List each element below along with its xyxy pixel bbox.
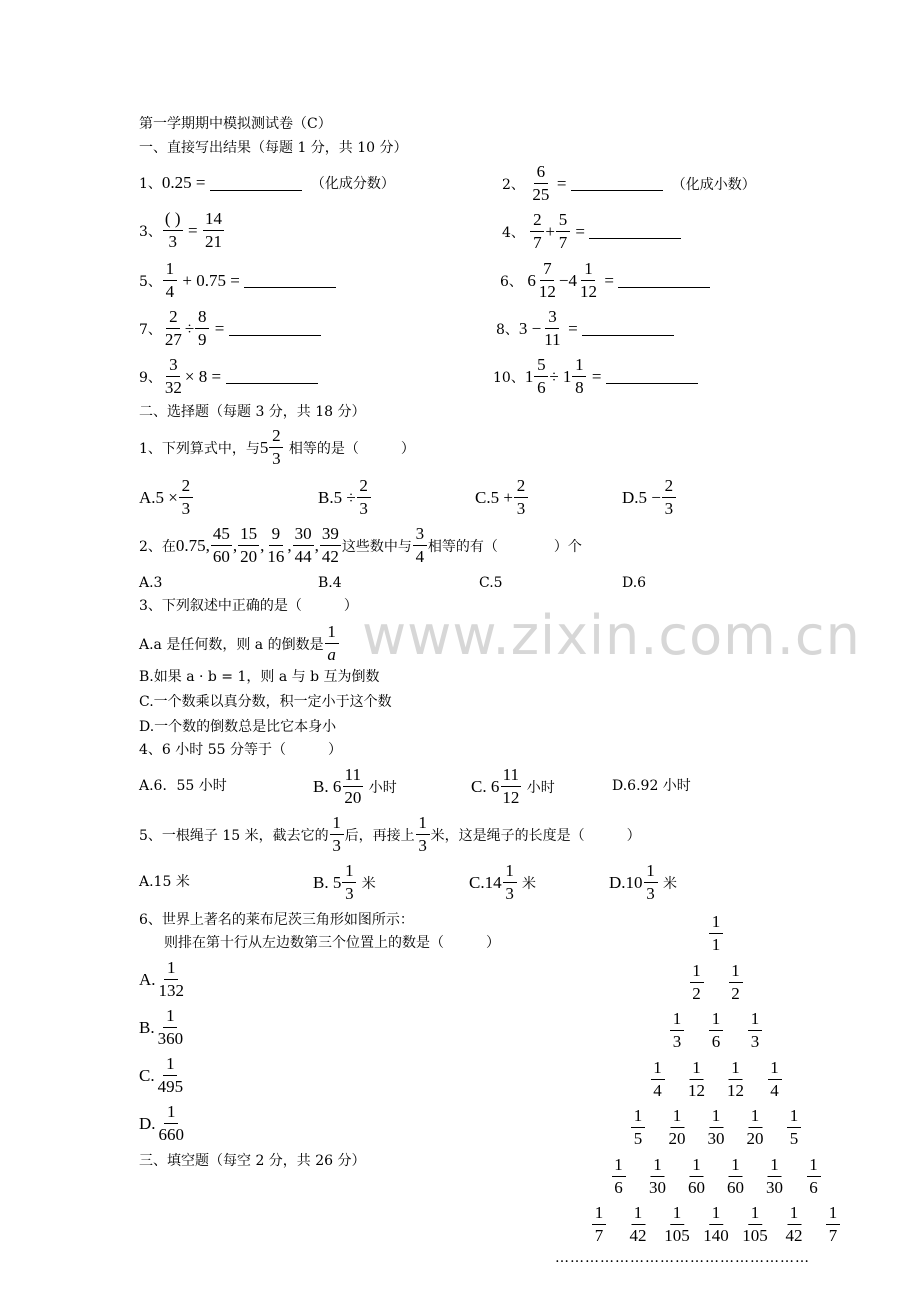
triangle-entry: $\frac{1}{4}$	[768, 1058, 782, 1101]
answer-blank[interactable]	[226, 369, 318, 384]
s2-q6-stem: 6、世界上著名的莱布尼茨三角形如图所示：	[139, 912, 414, 928]
s2-q5-stem: 5、一根绳子 15 米，截去它的 $\frac{1}{3}$ 后，再接上 $\frac{1}{3}$ 米，这是绳子的长度是（ ）	[139, 813, 641, 855]
s1-q4: 4、 $\frac{2}{7}$ + $\frac{5}{7}$ =	[502, 210, 681, 253]
s2-q1-option-b[interactable]: B.5 ÷ $\frac{2}{3}$	[318, 476, 372, 519]
triangle-entry: $\frac{1}{30}$	[766, 1154, 783, 1197]
s1-q9: 9、 $\frac{3}{32}$ × 8 =	[139, 355, 318, 398]
section3-heading: 三、填空题（每空 2 分，共 26 分）	[139, 1153, 366, 1169]
s2-q1-option-a[interactable]: A.5 × $\frac{2}{3}$	[139, 476, 194, 519]
triangle-entry: $\frac{1}{140}$	[703, 1203, 729, 1245]
triangle-entry: $\frac{1}{6}$	[807, 1155, 821, 1198]
s2-q6-option-b[interactable]: B. $\frac{1}{360}$	[139, 1006, 184, 1048]
s2-q6-option-c[interactable]: C. $\frac{1}{495}$	[139, 1054, 184, 1096]
s1-q8: 8、 3 − $\frac{3}{11}$ =	[496, 307, 674, 350]
triangle-entry: $\frac{1}{42}$	[629, 1203, 647, 1245]
triangle-entry: $\frac{1}{60}$	[727, 1154, 744, 1197]
triangle-entry: $\frac{1}{12}$	[727, 1057, 744, 1100]
triangle-entry: $\frac{1}{6}$	[612, 1155, 626, 1198]
s1-q6: 6、 6 $\frac{7}{12}$ − 4 $\frac{1}{12}$ =	[500, 259, 710, 302]
answer-blank[interactable]	[618, 273, 710, 288]
s1-q7: 7、 $\frac{2}{27}$ ÷ $\frac{8}{9}$ =	[139, 307, 321, 350]
s2-q3-stem: 3、下列叙述中正确的是（ ）	[139, 598, 358, 614]
triangle-entry: $\frac{1}{5}$	[631, 1106, 645, 1149]
s2-q5-option-d[interactable]: D.10 $\frac{1}{3}$ 米	[609, 861, 677, 903]
triangle-entry: $\frac{1}{6}$	[709, 1009, 723, 1052]
triangle-entry: $\frac{1}{60}$	[688, 1154, 705, 1197]
exam-title: 第一学期期中模拟测试卷（C）	[139, 116, 332, 132]
s1-q2: 2、 $\frac{6}{25}$ = （化成小数）	[502, 162, 756, 204]
s2-q4-option-a[interactable]: A.6．55 小时	[139, 778, 227, 794]
triangle-entry: $\frac{1}{1}$	[709, 912, 723, 955]
s2-q4-option-c[interactable]: C. 6 $\frac{11}{12}$ 小时	[471, 765, 555, 807]
triangle-entry: $\frac{1}{30}$	[649, 1154, 666, 1197]
s2-q1-option-d[interactable]: D.5 − $\frac{2}{3}$	[622, 476, 677, 519]
s2-q2-option-c[interactable]: C.5	[479, 575, 503, 591]
s2-q4-stem: 4、6 小时 55 分等于（ ）	[139, 742, 342, 758]
s1-q1: 1、 0.25 = （化成分数）	[139, 173, 395, 192]
answer-blank[interactable]	[582, 321, 674, 336]
section2-heading: 二、选择题（每题 3 分，共 18 分）	[139, 404, 366, 420]
triangle-entry: $\frac{1}{4}$	[651, 1058, 665, 1101]
triangle-entry: $\frac{1}{30}$	[707, 1106, 725, 1148]
triangle-entry: $\frac{1}{7}$	[826, 1203, 840, 1246]
s2-q2-option-d[interactable]: D.6	[622, 575, 647, 591]
answer-blank[interactable]	[589, 224, 681, 239]
answer-blank[interactable]	[606, 369, 698, 384]
s2-q5-option-a[interactable]: A.15 米	[139, 874, 190, 890]
answer-blank[interactable]	[229, 321, 321, 336]
watermark: www.zixin.com.cn	[362, 604, 861, 667]
s2-q3-option-c[interactable]: C.一个数乘以真分数，积一定小于这个数	[139, 694, 392, 710]
triangle-entry: $\frac{1}{3}$	[670, 1009, 684, 1052]
answer-blank[interactable]	[210, 176, 302, 191]
s2-q1-stem: 1、下列算式中，与 5 $\frac{2}{3}$ 相等的是（ ）	[139, 426, 415, 468]
s2-q4-option-d[interactable]: D.6.92 小时	[612, 778, 691, 794]
page-continuation-dots: ……………………………………………	[555, 1250, 810, 1266]
triangle-entry: $\frac{1}{5}$	[787, 1106, 801, 1149]
answer-blank[interactable]	[571, 176, 663, 191]
triangle-entry: $\frac{1}{7}$	[592, 1203, 606, 1246]
triangle-entry: $\frac{1}{20}$	[668, 1106, 686, 1148]
triangle-entry: $\frac{1}{2}$	[690, 961, 704, 1004]
triangle-entry: $\frac{1}{3}$	[748, 1009, 762, 1052]
s2-q6-option-a[interactable]: A. $\frac{1}{132}$	[139, 958, 185, 1000]
triangle-entry: $\frac{1}{2}$	[729, 961, 743, 1004]
s2-q3-option-a[interactable]: A.a 是任何数，则 a 的倒数是 $\frac{1}{a}$	[139, 622, 340, 665]
s2-q2-option-b[interactable]: B.4	[318, 575, 342, 591]
triangle-entry: $\frac{1}{20}$	[746, 1106, 764, 1148]
s2-q6-stem-2: 则排在第十行从左边数第三个位置上的数是（ ）	[164, 935, 500, 951]
s1-q10: 10、 1 $\frac{5}{6}$ ÷ 1 $\frac{1}{8}$ =	[493, 355, 698, 398]
triangle-entry: $\frac{1}{12}$	[688, 1057, 705, 1100]
s1-q5: 5、 $\frac{1}{4}$ + 0.75 =	[139, 259, 336, 302]
triangle-entry: $\frac{1}{105}$	[742, 1203, 768, 1245]
s2-q1-option-c[interactable]: C.5 + $\frac{2}{3}$	[475, 476, 529, 519]
s2-q6-option-d[interactable]: D. $\frac{1}{660}$	[139, 1102, 185, 1144]
s1-q3: 3、 $\frac{( )}{3}$ = $\frac{14}{21}$	[139, 209, 222, 251]
s2-q2-stem: 2、在 0.75, $\frac{45}{60}$ , $\frac{15}{20}$ , $\frac{9}{16}$ , $\frac{30}{44}$ , $\frac{39}{42}$ 这些数中与 $\frac{3}{4}$ 相等的有（ ）个	[139, 524, 582, 566]
triangle-entry: $\frac{1}{42}$	[785, 1203, 803, 1245]
triangle-entry: $\frac{1}{105}$	[664, 1203, 690, 1245]
s2-q4-option-b[interactable]: B. 6 $\frac{11}{20}$ 小时	[313, 765, 397, 807]
answer-blank[interactable]	[244, 273, 336, 288]
s2-q3-option-b[interactable]: B.如果 a · b = 1，则 a 与 b 互为倒数	[139, 669, 380, 685]
s2-q2-option-a[interactable]: A.3	[139, 575, 163, 591]
s2-q3-option-d[interactable]: D.一个数的倒数总是比它本身小	[139, 719, 337, 735]
s2-q5-option-b[interactable]: B. 5 $\frac{1}{3}$ 米	[313, 861, 376, 903]
section1-heading: 一、直接写出结果（每题 1 分，共 10 分）	[139, 140, 408, 156]
s2-q5-option-c[interactable]: C.14 $\frac{1}{3}$ 米	[469, 861, 537, 903]
